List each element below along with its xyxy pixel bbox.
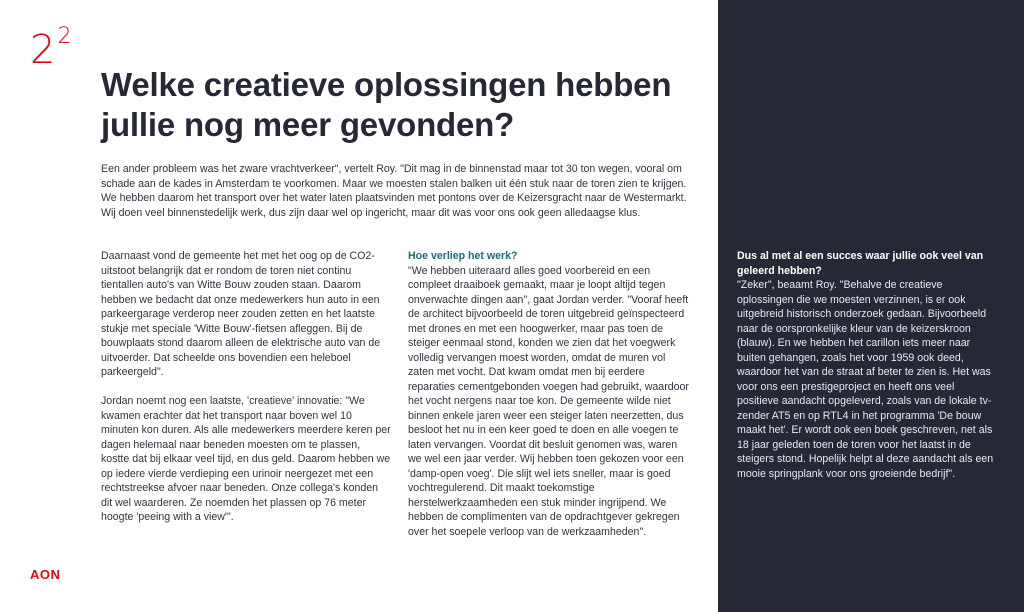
- page-number-main: 2: [30, 27, 56, 73]
- left-paragraph-2: Jordan noemt nog een laatste, 'creatieve' innovatie: "We kwamen erachter dat het transport naar boven wel 10 minuten kon duren. Als alle medewerkers meerdere keren per dagen helemaal naar beneden moesten om te plassen, kostte dat bij elkaar veel tijd, en dus geld. Daarom hebben we op iedere vierde verdieping een urinoir neergezet met een rechtstreekse afvoer naar beneden. Onze collega's konden dit wel waarderen. Ze noemden het plassen op 76 meter hoogte 'peeing with a view'".: [101, 395, 391, 523]
- left-column: [101, 249, 391, 539]
- middle-body: "We hebben uiteraard alles goed voorbereid en een compleet draaiboek gemaakt, maar je loopt altijd tegen onverwachte dingen aan", gaat Jordan verder. "Vooraf heeft de architect bijvoorbeeld de toren uitgebreid geïnspecteerd met drones en met een hoogwerker, maar pas toen de steiger eenmaal stond, konden we zien dat het voegwerk volledig vervangen moest worden, omdat de muren vol zaten met vocht. Dat kwam omdat men bij eerdere reparaties cementgebonden voegen had gebruikt, waardoor het vocht nergens naar toe kon. De gemeente wilde niet binnen enkele jaren weer een steiger laten neerzetten, dus besloot het nu in een keer goed te doen en alle voegen te laten vervangen. Voordat dit besluit genomen was, waren we wel een jaar verder. Wij hebben toen gekozen voor een 'damp-open voeg'. Die slijt wel iets sneller, maar is goed vochtregulerend. Dit maakt toekomstige herstelwerkzaamheden een stuk minder ingrijpend. We hebben de complimenten van de opdrachtgever gekregen over het soepele verloop van de werkzaamheden".: [408, 264, 689, 538]
- right-heading: Dus al met al een succes waar jullie ook veel van geleerd hebben?: [737, 250, 984, 277]
- intro-paragraph: Een ander probleem was het zware vrachtverkeer", vertelt Roy. "Dit mag in de binnenstad maar tot 30 ton wegen, vooral om schade aan de kades in Amsterdam te voorkomen. Maar we moesten stalen balken uit één stuk naar de toren zien te krijgen. We hebben daarom het transport over het water laten plaatsvinden met pontons over de Keizersgracht naar de Westermarkt. Wij doen veel binnenstedelijk werk, dus zijn daar wel op ingericht, maar dit was voor ons ook geen alledaagse klus.: [101, 163, 687, 219]
- page-number: [30, 24, 72, 73]
- middle-heading: Hoe verliep het werk?: [408, 250, 518, 262]
- page-headline: Welke creatieve oplossingen hebben jullie nog meer gevonden?: [101, 66, 672, 143]
- right-body: "Zeker", beaamt Roy. "Behalve de creatieve oplossingen die we moesten verzinnen, is er ook uitgebreid historisch onderzoek gedaan. Bijvoorbeeld naar de oorspronkelijke kleur van de keizerskroon (blauw). En we hebben het carillon iets meer naar buiten gehangen, zoals het voor 1959 ook deed, waardoor het van de straat af beter te zien is. Het was voor ons een prestigeproject en heeft ons veel positieve aandacht opgeleverd, zoals van de lokale tv-zender AT5 en op RTL4 in het programma 'De bouw maakt het'. Er wordt ook een boek geschreven, net als 18 jaar geleden toen de toren voor het laatst in de steigers stond. Hopelijk helpt al deze aandacht als een mooie springplank voor ons groeiende bedrijf".: [737, 279, 994, 480]
- middle-column: [408, 249, 693, 539]
- left-paragraph-1: Daarnaast vond de gemeente het met het oog op de CO2-uitstoot belangrijk dat er rondom de toren niet continu tientallen auto's van Witte Bouw zouden staan. Daarom hebben we bedacht dat onze medewerkers hun auto in een parkeergarage verderop neer zouden zetten en het laatste stukje met speciale 'Witte Bouw'-fietsen afleggen. Bij de bouwplaats stond daarom alleen de elektrische auto van de uitvoerder. Dat scheelde ons bovendien een heleboel parkeergeld".: [101, 250, 381, 378]
- page-number-sup: 2: [57, 24, 72, 49]
- right-column: [737, 249, 999, 481]
- aon-logo: AON: [30, 567, 61, 582]
